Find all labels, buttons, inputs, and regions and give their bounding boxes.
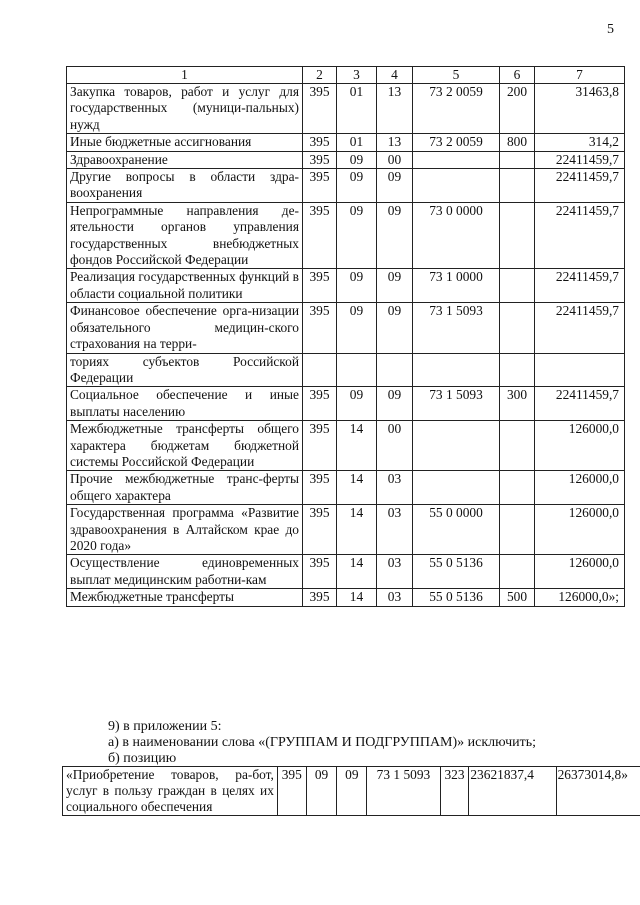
table-row xyxy=(67,169,625,203)
paragraph-item-b: б) позицию xyxy=(108,751,177,766)
amount-cell: 314,2 xyxy=(535,134,625,151)
row-name-cell: Финансовое обеспечение орга-низации обязательного медицин-ского страхования на терри- xyxy=(67,303,303,353)
section-cell: 09 xyxy=(306,767,337,816)
budget-table xyxy=(66,66,625,607)
row-name-cell: ториях субъектов Российской Федерации xyxy=(67,353,303,387)
amount-cell xyxy=(535,353,625,387)
row-name-cell: Закупка товаров, работ и услуг для государственных (муници-пальных) нужд xyxy=(67,84,303,134)
subsection-cell: 13 xyxy=(377,84,413,134)
section-cell xyxy=(337,353,377,387)
expense-type-cell: 200 xyxy=(500,84,535,134)
subsection-cell: 03 xyxy=(377,471,413,505)
admin-code-cell: 395 xyxy=(303,84,337,134)
subsection-cell: 09 xyxy=(377,387,413,421)
subsection-cell xyxy=(377,353,413,387)
subsection-cell: 03 xyxy=(377,555,413,589)
subsection-cell: 13 xyxy=(377,134,413,151)
column-header: 3 xyxy=(337,67,377,84)
table-row xyxy=(67,134,625,151)
expense-type-cell xyxy=(500,202,535,269)
expense-type-cell xyxy=(500,303,535,353)
row-name-cell: Непрограммные направления де-ятельности органов управления государственных внебюджетных фондов Российской Федерации xyxy=(67,202,303,269)
section-cell: 14 xyxy=(337,471,377,505)
admin-code-cell: 395 xyxy=(303,387,337,421)
admin-code-cell: 395 xyxy=(303,471,337,505)
table-row xyxy=(67,353,625,387)
amount-cell: 22411459,7 xyxy=(535,387,625,421)
table-row xyxy=(67,421,625,471)
target-article-cell: 55 0 5136 xyxy=(413,555,500,589)
row-name-cell: «Приобретение товаров, ра-бот, услуг в пользу граждан в целях их социального обеспечения xyxy=(63,767,278,816)
expense-type-cell xyxy=(500,421,535,471)
row-name-cell: Осуществление единовременных выплат медицинским работни-кам xyxy=(67,555,303,589)
target-article-cell: 55 0 5136 xyxy=(413,589,500,606)
section-cell: 14 xyxy=(337,589,377,606)
section-cell: 09 xyxy=(337,303,377,353)
target-article-cell: 55 0 0000 xyxy=(413,505,500,555)
admin-code-cell: 395 xyxy=(303,589,337,606)
expense-type-cell xyxy=(500,169,535,203)
amount-cell: 126000,0 xyxy=(535,471,625,505)
amount-cell: 22411459,7 xyxy=(535,202,625,269)
target-article-cell xyxy=(413,151,500,168)
subsection-cell: 09 xyxy=(377,269,413,303)
admin-code-cell: 395 xyxy=(303,421,337,471)
column-header: 4 xyxy=(377,67,413,84)
subsection-cell: 00 xyxy=(377,151,413,168)
table-row xyxy=(63,767,640,816)
amount-cell: 126000,0»; xyxy=(535,589,625,606)
target-article-cell: 73 1 5093 xyxy=(413,387,500,421)
amount-cell: 22411459,7 xyxy=(535,269,625,303)
subsection-cell: 00 xyxy=(377,421,413,471)
subsection-cell: 03 xyxy=(377,589,413,606)
amount-cell: 126000,0 xyxy=(535,505,625,555)
admin-code-cell: 395 xyxy=(303,151,337,168)
admin-code-cell: 395 xyxy=(303,269,337,303)
target-article-cell xyxy=(413,353,500,387)
paragraph-item-9: 9) в приложении 5: xyxy=(108,719,222,734)
amount-cell: 31463,8 xyxy=(535,84,625,134)
target-article-cell: 73 1 0000 xyxy=(413,269,500,303)
row-name-cell: Межбюджетные трансферты xyxy=(67,589,303,606)
row-name-cell: Межбюджетные трансферты общего характера бюджетам бюджетной системы Российской Федерации xyxy=(67,421,303,471)
admin-code-cell: 395 xyxy=(303,303,337,353)
expense-type-cell: 323 xyxy=(440,767,469,816)
table-row xyxy=(67,202,625,269)
amount-cell: 23621837,4 xyxy=(469,767,556,816)
section-cell: 14 xyxy=(337,555,377,589)
subsection-cell: 03 xyxy=(377,505,413,555)
amount-cell: 22411459,7 xyxy=(535,169,625,203)
expense-type-cell xyxy=(500,505,535,555)
target-article-cell: 73 1 5093 xyxy=(413,303,500,353)
table-row xyxy=(67,471,625,505)
row-name-cell: Государственная программа «Развитие здравоохранения в Алтайском крае до 2020 года» xyxy=(67,505,303,555)
amount-cell: 26373014,8» xyxy=(556,767,640,816)
subsection-cell: 09 xyxy=(377,303,413,353)
row-name-cell: Другие вопросы в области здра-воохранения xyxy=(67,169,303,203)
column-header: 6 xyxy=(500,67,535,84)
admin-code-cell: 395 xyxy=(303,505,337,555)
subsection-cell: 09 xyxy=(377,202,413,269)
table-row xyxy=(67,269,625,303)
expense-type-cell: 300 xyxy=(500,387,535,421)
subsection-cell: 09 xyxy=(377,169,413,203)
section-cell: 14 xyxy=(337,421,377,471)
admin-code-cell: 395 xyxy=(303,169,337,203)
table-row xyxy=(67,589,625,606)
table-row xyxy=(67,151,625,168)
table-row xyxy=(67,84,625,134)
amount-cell: 22411459,7 xyxy=(535,151,625,168)
table-row xyxy=(67,505,625,555)
target-article-cell: 73 1 5093 xyxy=(367,767,440,816)
expense-type-cell: 800 xyxy=(500,134,535,151)
page-number: 5 xyxy=(607,22,614,37)
section-cell: 01 xyxy=(337,84,377,134)
column-header: 5 xyxy=(413,67,500,84)
target-article-cell: 73 0 0000 xyxy=(413,202,500,269)
row-name-cell: Прочие межбюджетные транс-ферты общего характера xyxy=(67,471,303,505)
row-name-cell: Реализация государственных функций в области социальной политики xyxy=(67,269,303,303)
section-cell: 14 xyxy=(337,505,377,555)
expense-type-cell xyxy=(500,353,535,387)
admin-code-cell: 395 xyxy=(303,134,337,151)
table-row xyxy=(67,387,625,421)
column-header: 7 xyxy=(535,67,625,84)
row-name-cell: Здравоохранение xyxy=(67,151,303,168)
subsection-cell: 09 xyxy=(337,767,367,816)
target-article-cell: 73 2 0059 xyxy=(413,84,500,134)
expense-type-cell xyxy=(500,555,535,589)
target-article-cell: 73 2 0059 xyxy=(413,134,500,151)
expense-type-cell xyxy=(500,471,535,505)
position-table xyxy=(62,766,640,816)
column-header: 1 xyxy=(67,67,303,84)
admin-code-cell: 395 xyxy=(303,202,337,269)
expense-type-cell: 500 xyxy=(500,589,535,606)
row-name-cell: Иные бюджетные ассигнования xyxy=(67,134,303,151)
section-cell: 01 xyxy=(337,134,377,151)
expense-type-cell xyxy=(500,151,535,168)
admin-code-cell xyxy=(303,353,337,387)
section-cell: 09 xyxy=(337,387,377,421)
target-article-cell xyxy=(413,169,500,203)
target-article-cell xyxy=(413,471,500,505)
amount-cell: 126000,0 xyxy=(535,555,625,589)
target-article-cell xyxy=(413,421,500,471)
section-cell: 09 xyxy=(337,269,377,303)
table-row xyxy=(67,303,625,353)
table-row xyxy=(67,555,625,589)
expense-type-cell xyxy=(500,269,535,303)
admin-code-cell: 395 xyxy=(277,767,306,816)
paragraph-item-a: а) в наименовании слова «(ГРУППАМ И ПОДГРУППАМ)» исключить; xyxy=(108,735,537,750)
section-cell: 09 xyxy=(337,151,377,168)
section-cell: 09 xyxy=(337,169,377,203)
amount-cell: 22411459,7 xyxy=(535,303,625,353)
admin-code-cell: 395 xyxy=(303,555,337,589)
row-name-cell: Социальное обеспечение и иные выплаты населению xyxy=(67,387,303,421)
section-cell: 09 xyxy=(337,202,377,269)
amount-cell: 126000,0 xyxy=(535,421,625,471)
column-header: 2 xyxy=(303,67,337,84)
table-header-row xyxy=(67,67,625,84)
